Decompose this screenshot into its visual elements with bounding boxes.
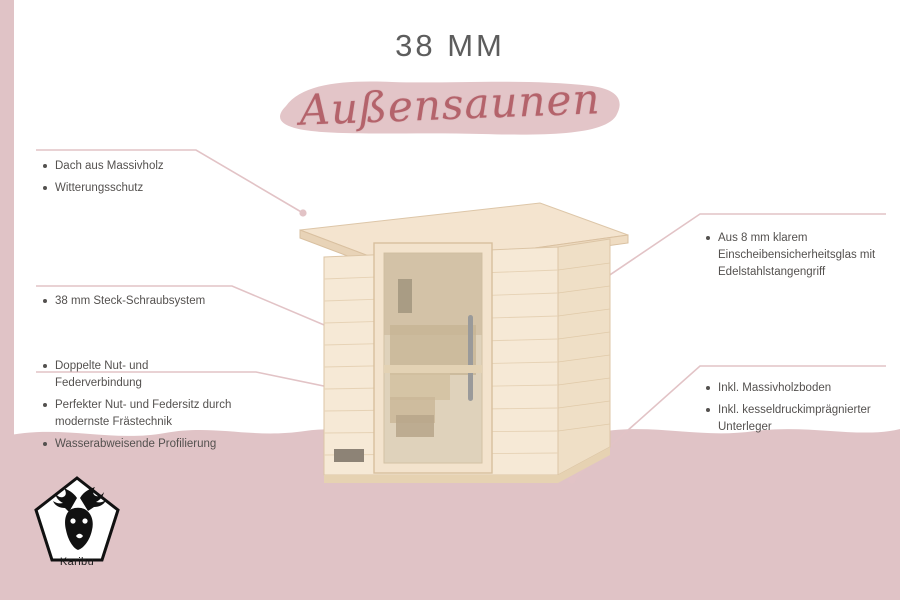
background-band-left: [0, 0, 14, 600]
callout-item: Witterungsschutz: [42, 180, 242, 197]
callout-item: Inkl. kesseldruckimprägnierter Unterleger: [705, 402, 885, 436]
callout-item: Doppelte Nut- und Federverbindung: [42, 358, 237, 392]
callout-item: 38 mm Steck-Schraubsystem: [42, 293, 242, 310]
callout-item: Dach aus Massivholz: [42, 158, 242, 175]
callout-item: Perfekter Nut- und Federsitz durch modernste Frästechnik: [42, 397, 237, 431]
vent: [334, 449, 364, 462]
callout-floor: [705, 380, 885, 441]
callout-joints: [42, 358, 237, 458]
callout-item: Wasserabweisende Profilierung: [42, 436, 237, 453]
callout-item: Inkl. Massivholzboden: [705, 380, 885, 397]
door-handle: [468, 315, 473, 401]
callout-roof: [42, 158, 242, 202]
callout-glass: [705, 230, 885, 286]
callout-system: [42, 293, 242, 315]
page-title-script: Außensaunen: [298, 74, 602, 135]
logo-wordmark: Karibu: [59, 556, 95, 568]
product-illustration: [290, 175, 630, 505]
callout-item: Aus 8 mm klarem Einscheibensicherheitsglas mit Edelstahlstangengriff: [705, 230, 885, 281]
page-title-mm: 38 MM: [395, 28, 505, 63]
deer-head-logo: [34, 476, 120, 568]
